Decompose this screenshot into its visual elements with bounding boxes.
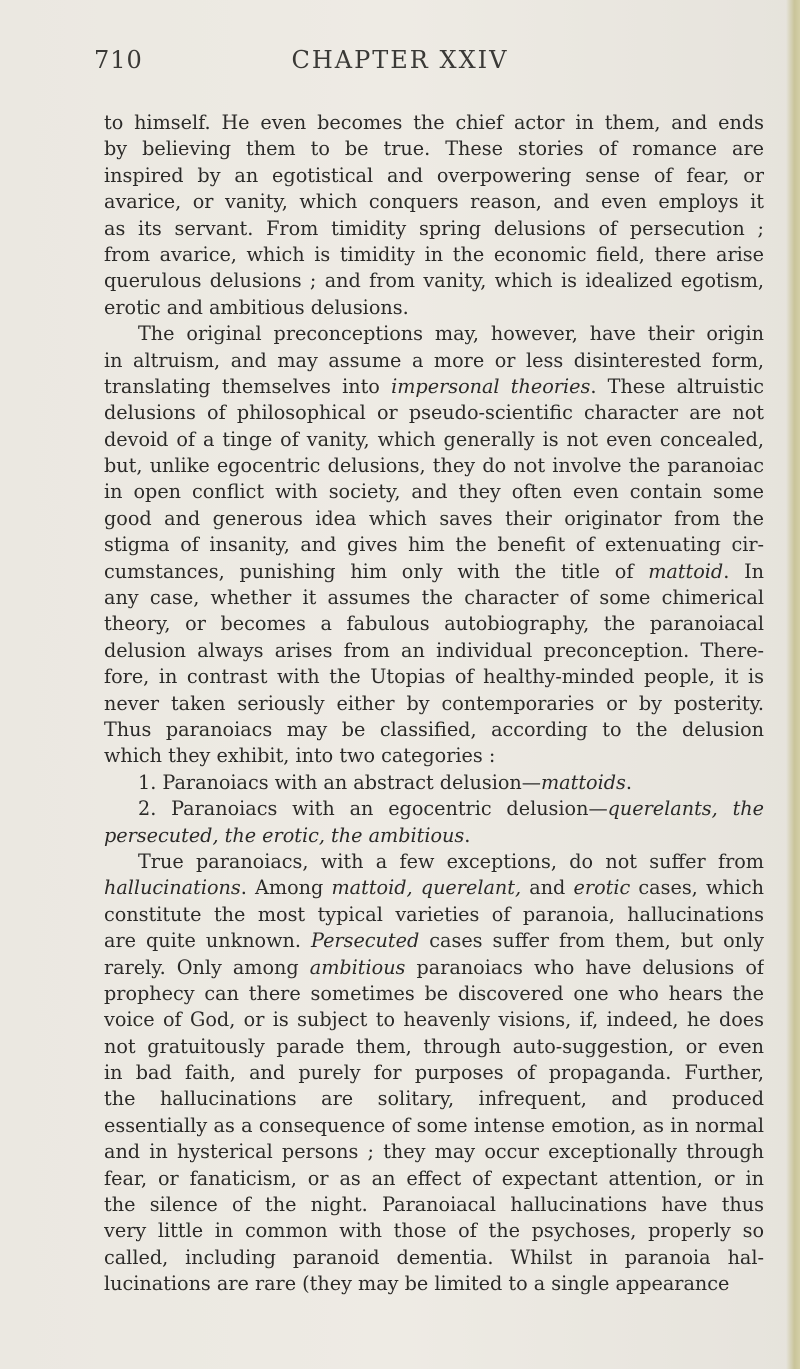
text-run: from avarice, which is timidity in the economic field, there arise [104, 242, 764, 266]
text-run: are quite unknown. [104, 929, 312, 953]
text-line [104, 163, 764, 189]
text-run: fear, or fanaticism, or as an effect of expectant attention, or in [104, 1166, 764, 1190]
text-run: prophecy can there sometimes be discovered one who hears the [104, 981, 764, 1005]
text-run: True paranoiacs, with a few exceptions, do not suffer from [138, 849, 764, 873]
text-line [104, 902, 764, 928]
text-run: . Among [240, 876, 332, 900]
text-line [104, 1086, 764, 1112]
text-line [104, 1113, 764, 1139]
text-line [104, 691, 764, 717]
text-run: constitute the most typical varieties of paranoia, hallucinations [104, 902, 764, 926]
italic-term: mattoid, querelant, [331, 876, 522, 900]
text-line [104, 1245, 764, 1271]
text-run: erotic and ambitious delusions. [104, 295, 409, 319]
text-run: avarice, or vanity, which conquers reason, and even employs it [104, 190, 764, 214]
text-line [104, 981, 764, 1007]
text-run: voice of God, or is subject to heavenly visions, if, indeed, he does [104, 1008, 764, 1032]
italic-term: Persecuted [311, 929, 420, 953]
text-line [104, 664, 764, 690]
text-run: to himself. He even becomes the chief actor in them, and ends [104, 111, 764, 134]
chapter-title: CHAPTER XXIV [291, 46, 509, 74]
text-line [104, 1218, 764, 1244]
text-line [104, 110, 764, 136]
text-line [104, 1034, 764, 1060]
text-line [104, 743, 764, 769]
text-run: very little in common with those of the psychoses, properly so [104, 1219, 764, 1243]
text-run: The original preconceptions may, however, have their origin [138, 322, 764, 346]
text-run: 1. Paranoiacs with an abstract delusion— [138, 770, 541, 794]
text-run: as its servant. From timidity spring delusions of persecution ; [104, 216, 764, 240]
text-run: cases suffer from them, but only [419, 929, 764, 953]
text-line [104, 321, 764, 347]
text-line [104, 770, 764, 796]
text-run: paranoiacs who have delusions of [405, 955, 764, 979]
text-line [104, 875, 764, 901]
text-line [104, 453, 764, 479]
text-run: translating themselves into [104, 374, 392, 398]
text-line [104, 1007, 764, 1033]
text-line [104, 955, 764, 981]
text-line [104, 506, 764, 532]
text-line [104, 796, 764, 822]
text-run: delusions of philosophical or pseudo-scientific character are not [104, 401, 764, 425]
text-line [104, 268, 764, 294]
text-line [104, 400, 764, 426]
text-run: by believing them to be true. These stories of romance are [104, 137, 764, 161]
text-run: in open conflict with society, and they often even contain some [104, 480, 764, 504]
italic-term: querelants, the [607, 797, 764, 821]
running-head [0, 46, 800, 80]
italic-term: mattoid [648, 559, 724, 583]
text-line [104, 611, 764, 637]
text-run: . In [723, 559, 764, 583]
text-line [104, 559, 764, 585]
text-line [104, 295, 764, 321]
italic-term: hallucinations [104, 876, 241, 900]
body-text [104, 110, 764, 1298]
text-line [104, 479, 764, 505]
text-run: rarely. Only among [104, 955, 310, 979]
text-line [104, 189, 764, 215]
text-run: in altruism, and may assume a more or less disinterested form, [104, 348, 764, 372]
text-line [104, 348, 764, 374]
text-run: essentially as a consequence of some intense emotion, as in normal [104, 1113, 764, 1137]
text-run: good and generous idea which saves their originator from the [104, 506, 764, 530]
text-line [104, 638, 764, 664]
italic-term: impersonal theories [391, 374, 591, 398]
text-run: . These altruistic [590, 374, 764, 398]
text-line [104, 1192, 764, 1218]
text-run: . [464, 823, 471, 847]
text-run: theory, or becomes a fabulous autobiography, the paranoiacal [104, 612, 764, 636]
text-run: devoid of a tinge of vanity, which generally is not even concealed, [104, 427, 764, 451]
text-line [104, 216, 764, 242]
text-run: called, including paranoid dementia. Whilst in paranoia hal- [104, 1245, 764, 1269]
text-run: . [625, 770, 632, 794]
text-run: inspired by an egotistical and overpowering sense of fear, or [104, 163, 764, 187]
text-run: cumstances, punishing him only with the title of [104, 559, 649, 583]
text-run: the silence of the night. Paranoiacal hallucinations have thus [104, 1193, 764, 1217]
text-line [104, 717, 764, 743]
text-run: and in hysterical persons ; they may occur exceptionally through [104, 1140, 764, 1164]
text-run: querulous delusions ; and from vanity, which is idealized egotism, [104, 269, 764, 293]
text-line [104, 136, 764, 162]
text-run: delusion always arises from an individual preconception. There- [104, 638, 764, 662]
italic-term: mattoids [540, 770, 626, 794]
text-run: but, unlike egocentric delusions, they do not involve the paranoiac [104, 454, 764, 478]
text-run: and [521, 876, 574, 900]
text-run: 2. Paranoiacs with an egocentric delusion— [138, 797, 608, 821]
text-run: in bad faith, and purely for purposes of propaganda. Further, [104, 1061, 764, 1085]
text-line [104, 849, 764, 875]
italic-term: ambitious [309, 955, 406, 979]
text-run: cases, which [630, 876, 764, 900]
text-line [104, 532, 764, 558]
text-run: lucinations are rare (they may be limited to a single appearance [104, 1272, 730, 1296]
text-run: which they exhibit, into two categories : [104, 744, 496, 768]
text-line [104, 1139, 764, 1165]
text-run: the hallucinations are solitary, infrequent, and produced [104, 1087, 764, 1111]
text-run: Thus paranoiacs may be classified, according to the delusion [104, 717, 764, 741]
text-line [104, 928, 764, 954]
page-number: 710 [94, 46, 143, 74]
text-run: any case, whether it assumes the character of some chimerical [104, 586, 764, 610]
text-run: never taken seriously either by contemporaries or by posterity. [104, 691, 764, 715]
text-line [104, 1166, 764, 1192]
italic-term: erotic [573, 876, 631, 900]
text-line [104, 823, 764, 849]
text-run: not gratuitously parade them, through auto-suggestion, or even [104, 1034, 764, 1058]
text-line [104, 374, 764, 400]
text-line [104, 1271, 764, 1297]
italic-term: persecuted, the erotic, the ambitious [104, 823, 465, 847]
text-line [104, 427, 764, 453]
text-line [104, 585, 764, 611]
text-run: fore, in contrast with the Utopias of healthy-minded people, it is [104, 665, 764, 689]
text-line [104, 242, 764, 268]
page-edge [786, 0, 800, 1369]
text-line [104, 1060, 764, 1086]
text-run: stigma of insanity, and gives him the benefit of extenuating cir- [104, 533, 764, 557]
